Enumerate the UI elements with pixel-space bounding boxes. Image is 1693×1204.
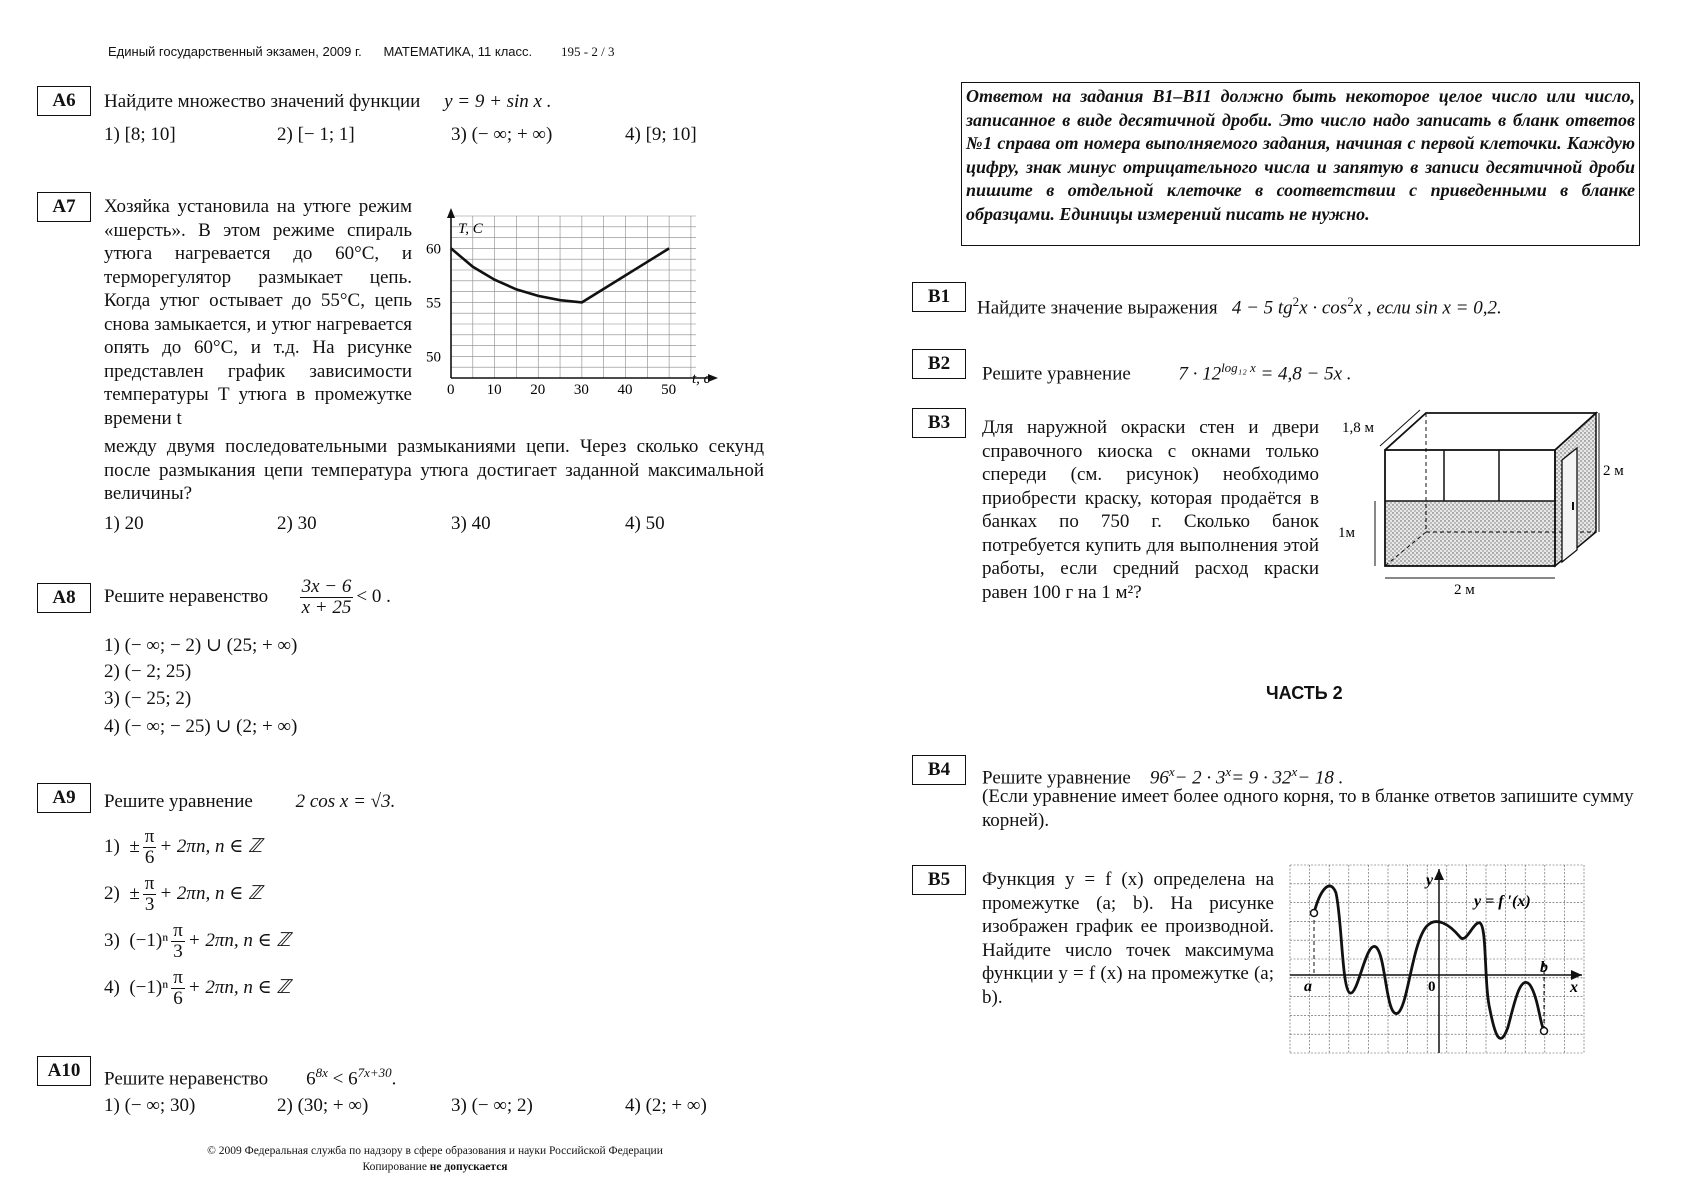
y-tick-label: 50: [426, 349, 441, 366]
b5-b-label: b: [1540, 959, 1548, 976]
answer-instructions-box: Ответом на задания В1–В11 должно быть некоторое целое число или число, записанное в виде десятичной дроби. Это число надо записать в бланк ответов №1 справа от номера выполняемого задания, начиная с первой клеточки. Каждую цифру, знак минус отрицательного числа и запятую в записи десятичной дроби пишите в отдельной клеточке в соответствии с приведенными в бланке образцами. Единицы измерений писать не нужно.: [961, 82, 1640, 246]
a10-text: [104, 1061, 396, 1091]
b5-y-arrow: [1434, 869, 1444, 880]
b3-kiosk-drawing: [1336, 408, 1636, 608]
a8-denominator: x + 25: [301, 597, 352, 619]
a8-option-1: 1) (− ∞; − 2) ∪ (25; + ∞): [104, 635, 298, 656]
b1-question: Найдите значение выражения: [977, 297, 1218, 319]
fraction-denominator: 6: [144, 847, 155, 868]
b5-open-point-a: [1311, 910, 1318, 917]
a6-formula: y = 9 + sin x .: [444, 91, 552, 112]
a10-base2: < 6: [332, 1068, 358, 1090]
x-tick-label: 50: [661, 382, 677, 398]
a9-option-3: [104, 921, 291, 962]
a10-option-2: 2) (30; + ∞): [277, 1095, 369, 1116]
option-prefix: ±: [129, 882, 140, 904]
task-label-a10: А10: [37, 1056, 91, 1086]
b5-derivative-graph: [1290, 865, 1585, 1055]
lower-height-label: 1м: [1338, 525, 1355, 541]
chart-ylabel: T, С: [458, 221, 483, 237]
option-fraction: [143, 827, 157, 868]
a8-text: [104, 575, 391, 619]
task-label-b1: В1: [912, 282, 966, 312]
a9-formula: 2 cos x = √3.: [295, 791, 396, 812]
copyright-footer: [160, 1143, 710, 1175]
b5-origin-label: 0: [1428, 979, 1436, 995]
task-label-b5: В5: [912, 865, 966, 895]
chart-xlabel: t, с: [692, 371, 711, 387]
b1-exp2: 2: [1347, 294, 1354, 309]
a9-text: [104, 790, 395, 814]
a8-rhs: < 0 .: [356, 586, 391, 607]
chart-grid: [451, 216, 696, 378]
a9-option-1: [104, 827, 262, 868]
a10-question: Решите неравенство: [104, 1068, 269, 1090]
fraction-numerator: π: [144, 826, 155, 847]
task-label-a8: А8: [37, 583, 91, 613]
a8-option-4: 4) (− ∞; − 25) ∪ (2; + ∞): [104, 716, 298, 737]
x-tick-label: 30: [573, 382, 589, 398]
a7-option-3: 3) 40: [451, 513, 491, 534]
a8-numerator: 3x − 6: [301, 576, 352, 598]
task-label-b4: В4: [912, 755, 966, 785]
y-tick-label: 60: [426, 241, 441, 258]
b4-term3: = 9 · 32: [1231, 767, 1292, 789]
option-fraction: [171, 968, 185, 1009]
depth-dimension-line: [1380, 410, 1420, 446]
a6-option-1: 1) [8; 10]: [104, 124, 176, 145]
x-tick-label: 10: [486, 382, 502, 398]
a7-option-2: 2) 30: [277, 513, 317, 534]
b2-formula-part2: = 4,8 − 5x .: [1260, 363, 1352, 385]
footer-line-1: © 2009 Федеральная служба по надзору в сфере образования и науки Российской Федерации: [207, 1145, 663, 1157]
b5-curve-label: y = f ′(x): [1474, 893, 1531, 910]
option-number: 3): [104, 929, 120, 951]
a10-option-1: 1) (− ∞; 30): [104, 1095, 196, 1116]
fraction-denominator: 3: [173, 941, 183, 962]
a9-option-2: [104, 874, 262, 915]
height-label: 2 м: [1603, 463, 1624, 479]
b5-text: Функция y = f (x) определена на промежутке (a; b). На рисунке изображен график ее производной. Найдите число точек максимума функции y = f (x) на промежутке (a; b).: [982, 869, 1274, 1008]
task-label-a6: А6: [37, 86, 91, 116]
b4-exp2: x: [1225, 764, 1232, 779]
fraction-numerator: π: [144, 873, 155, 894]
b4-question: Решите уравнение: [982, 767, 1131, 789]
b4-term2: − 2 · 3: [1174, 767, 1226, 789]
a8-option-2: 2) (− 2; 25): [104, 661, 192, 682]
a10-base1: 6: [306, 1068, 316, 1090]
option-fraction: [171, 921, 185, 962]
option-suffix: + 2πn, n ∈ ℤ: [159, 835, 263, 857]
fraction-denominator: 3: [144, 894, 155, 915]
a8-question: Решите неравенство: [104, 586, 269, 607]
b2-text: [982, 356, 1352, 386]
footer-copy-text: Копирование: [362, 1161, 430, 1173]
b1-formula-part3: x , если sin x = 0,2.: [1353, 297, 1502, 319]
a6-option-3: 3) (− ∞; + ∞): [451, 124, 553, 145]
x-tick-label: 40: [617, 382, 633, 398]
a7-text-wrapped: Хозяйка установила на утюге режим «шерсть». В этом режиме спираль утюга нагревается до 60°C, и терморегулятор размыкает цепь. Когда утюг остывает до 55°C, цепь снова замыкается, и утюг нагревается опять до 60°C, и т.д. На рисунке представлен график зависимости температуры T утюга в промежутке времени t: [104, 196, 412, 429]
option-prefix: (−1)ⁿ: [129, 929, 169, 951]
b5-y-label: y: [1426, 872, 1434, 889]
option-prefix: (−1)ⁿ: [129, 976, 169, 998]
option-suffix: + 2πn, n ∈ ℤ: [187, 929, 291, 951]
b4-term4: − 18 .: [1297, 767, 1344, 789]
a10-option-3: 3) (− ∞; 2): [451, 1095, 533, 1116]
chart-axes: [447, 208, 718, 382]
chart-ticks: [426, 241, 676, 398]
a7-text-full: между двумя последовательными размыканиями цепи. Через сколько секунд после размыкания цепи температура утюга достигает заданной максимальной величины?: [104, 436, 764, 504]
part-2-heading: ЧАСТЬ 2: [1266, 683, 1343, 703]
task-label-b2: В2: [912, 349, 966, 379]
b1-formula-part1: 4 − 5 tg: [1231, 297, 1293, 319]
footer-line-2: [160, 1159, 710, 1175]
x-tick-label: 20: [530, 382, 546, 398]
task-label-a7: А7: [37, 192, 91, 222]
option-number: 1): [104, 835, 120, 857]
footer-copy-bold: не допускается: [429, 1161, 508, 1173]
a6-option-2: 2) [− 1; 1]: [277, 124, 355, 145]
b5-open-point-b: [1541, 1028, 1548, 1035]
b4-exp1: x: [1168, 764, 1175, 779]
fraction-denominator: 6: [173, 988, 183, 1009]
a9-question: Решите уравнение: [104, 791, 253, 812]
option-suffix: + 2πn, n ∈ ℤ: [159, 882, 263, 904]
a6-text: [104, 90, 552, 114]
a8-option-3: 3) (− 25; 2): [104, 688, 192, 709]
b1-text: [977, 290, 1502, 320]
depth-label: 1,8 м: [1342, 420, 1374, 436]
option-suffix: + 2πn, n ∈ ℤ: [187, 976, 291, 998]
y-axis-arrow: [447, 208, 455, 218]
a10-option-4: 4) (2; + ∞): [625, 1095, 707, 1116]
b3-text: Для наружной окраски стен и двери справочного киоска с окнами только спереди (см. рисунок) необходимо приобрести краску, которая продаётся в банках по 750 г. Сколько банок потребуется купить для выполнения этой работы, если средний расход краски равен 100 г на 1 м²?: [982, 417, 1319, 603]
y-tick-label: 55: [426, 295, 441, 312]
option-number: 4): [104, 976, 120, 998]
a7-option-1: 1) 20: [104, 513, 144, 534]
door: [1562, 448, 1577, 562]
fraction-numerator: π: [173, 967, 183, 988]
a8-fraction: [300, 577, 354, 618]
a10-exp1: 8x: [315, 1065, 328, 1080]
page-number: 195 - 2 / 3: [561, 44, 615, 59]
b1-exp1: 2: [1292, 294, 1300, 309]
subject-title: МАТЕМАТИКА, 11 класс.: [383, 44, 533, 59]
x-tick-label: 0: [447, 382, 455, 398]
width-label: 2 м: [1454, 582, 1475, 598]
a9-option-4: [104, 968, 291, 1009]
b2-formula-part1: 7 · 12: [1178, 363, 1222, 385]
task-label-b3: В3: [912, 408, 966, 438]
b2-question: Решите уравнение: [982, 363, 1131, 385]
b1-formula-part2: x · cos: [1299, 297, 1348, 319]
b2-exponent: log₁₂ x: [1221, 360, 1256, 375]
a10-exp2: 7x+30: [357, 1065, 392, 1080]
a7-temperature-chart: [426, 210, 726, 415]
a6-option-4: 4) [9; 10]: [625, 124, 697, 145]
a7-option-4: 4) 50: [625, 513, 665, 534]
option-prefix: ±: [129, 835, 140, 857]
exam-title: Единый государственный экзамен, 2009 г.: [108, 44, 362, 59]
fraction-numerator: π: [173, 920, 183, 941]
a10-end: .: [391, 1068, 397, 1090]
b5-x-label: x: [1570, 979, 1578, 996]
b5-a-label: a: [1304, 978, 1312, 995]
a6-question: Найдите множество значений функции: [104, 91, 421, 112]
b4-exp3: x: [1291, 764, 1298, 779]
option-number: 2): [104, 882, 120, 904]
page-header: [108, 44, 615, 60]
option-fraction: [143, 874, 157, 915]
b4-term1: 96: [1149, 767, 1169, 789]
front-lower-wall: [1385, 501, 1555, 566]
task-label-a9: А9: [37, 783, 91, 813]
b4-note: (Если уравнение имеет более одного корня, то в бланке ответов запишите сумму корней).: [982, 786, 1634, 831]
